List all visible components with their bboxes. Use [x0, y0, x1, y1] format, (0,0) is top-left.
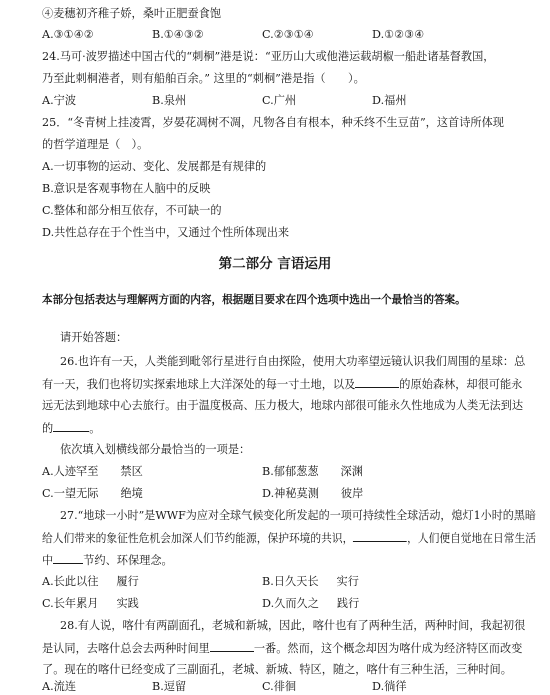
q26-option-d-word: 彼岸 [340, 487, 364, 500]
q27-option-d-letter: D.久而久之 [262, 597, 319, 610]
q27-line2-part-a: 给人们带来的象征性危机会加深人们节约能源，保护环境的共识， [42, 532, 354, 545]
q24-option-c: C.广州 [262, 94, 297, 107]
q26-option-c-letter: C.一望无际 [42, 487, 99, 500]
q25-stem-line-1: 25．“冬青树上挂凌霄，岁晏花凋树不凋，凡物各自有根本，种禾终不生豆苗”，这首诗所体现 [42, 116, 504, 129]
q26-stem-line-2 [42, 376, 522, 393]
q28-line2-part-b: 一番。然而，这个概念却因为喀什成为经济特区而改变 [253, 642, 523, 655]
q26-option-c [42, 486, 143, 502]
q26-line4-part-b: 。 [89, 422, 101, 435]
q26-stem-line-3: 远无法到地球中心去旅行。由于温度极高、压力极大，地球内部很可能永久性地成为人类无法到达 [42, 399, 524, 412]
section-title: 第二部分 言语运用 [218, 256, 332, 272]
q27-blank-1 [353, 530, 407, 542]
q27-option-c [42, 596, 139, 612]
q23-option-b: B.①④③② [152, 28, 204, 41]
q27-line3-part-a: 中 [42, 554, 54, 567]
q26-option-d-letter: D.神秘莫测 [262, 487, 319, 500]
q26-option-b [262, 464, 363, 480]
q26-line4-part-a: 的 [42, 422, 54, 435]
q27-option-a [42, 574, 139, 590]
start-prompt: 请开始答题： [60, 331, 128, 344]
q28-stem-line-3: 了。现在的喀什已经变成了三副面孔，老城、新城、特区，随之，喀什有三种生活，三种时间。 [42, 663, 512, 676]
q24-stem-line-1: 24.马可·波罗描述中国古代的“刺桐”港是说：“亚历山大或他港运载胡椒一船赴诸基督教国， [42, 50, 495, 63]
q26-stem-line-1: 26.也许有一天，人类能到毗邻行星进行自由探险，使用大功率望远镜认识我们周围的星球：总 [60, 355, 526, 368]
q23-option-a: A.③①④② [42, 28, 94, 41]
q23-option-d: D.①②③④ [372, 28, 425, 41]
q27-option-d [262, 596, 359, 612]
q27-line2-part-b: ，人们便自觉地在日常生活 [407, 532, 536, 545]
q25-stem-line-2: 的哲学道理是（ ）。 [42, 138, 149, 151]
q27-blank-2 [53, 552, 83, 564]
section-instruction: 本部分包括表达与理解两方面的内容，根据题目要求在四个选项中选出一个最恰当的答案。 [42, 294, 466, 306]
q27-option-c-letter: C.长年累月 [42, 597, 99, 610]
q25-option-c: C.整体和部分相互依存，不可缺一的 [42, 204, 222, 217]
q28-option-a: A.流连 [42, 680, 77, 693]
q26-option-a-word: 禁区 [120, 465, 143, 478]
q28-stem-line-1: 28.有人说，喀什有两副面孔，老城和新城，因此，喀什也有了两种生活，两种时间，我起初很 [60, 619, 526, 632]
q23-item-4: ④麦穗初齐稚子娇，桑叶正肥蚕食饱 [42, 7, 222, 20]
q26-line2-part-b: 的原始森林，却很可能永 [399, 378, 523, 391]
q26-option-b-letter: B.郁郁葱葱 [262, 465, 319, 478]
q28-option-b: B.逗留 [152, 680, 187, 693]
q28-blank-1 [210, 640, 254, 652]
q28-option-d: D.徜徉 [372, 680, 407, 693]
q26-prompt: 依次填入划横线部分最恰当的一项是： [60, 443, 251, 456]
q24-option-a: A.宁波 [42, 94, 77, 107]
q27-option-d-word: 践行 [336, 597, 360, 610]
q25-option-b: B.意识是客观事物在人脑中的反映 [42, 182, 211, 195]
q27-option-a-word: 履行 [116, 575, 139, 588]
q25-option-d: D.共性总存在于个性当中，又通过个性所体现出来 [42, 226, 290, 239]
q26-option-a [42, 464, 143, 480]
q27-stem-line-1: 27.“地球一小时”是WWF为应对全球气候变化所发起的一项可持续性全球活动，熄灯1小时的黑暗 [60, 509, 537, 522]
q25-option-a: A.一切事物的运动、变化、发展都是有规律的 [42, 160, 267, 173]
q26-stem-line-4 [42, 420, 100, 437]
q24-stem-line-2: 乃至此刺桐港者，则有船舶百余。” 这里的“刺桐”港是指（ ）。 [42, 72, 365, 85]
q26-blank-1 [355, 376, 399, 388]
q27-option-b [262, 574, 359, 590]
q26-option-d [262, 486, 363, 502]
q24-option-b: B.泉州 [152, 94, 187, 107]
q27-option-b-letter: B.日久天长 [262, 575, 319, 588]
q27-option-a-letter: A.长此以往 [42, 575, 99, 588]
q28-line2-part-a: 是认同，去喀什总会去两种时间里 [42, 642, 210, 655]
q27-option-b-word: 实行 [336, 575, 359, 588]
q23-option-c: C.②③①④ [262, 28, 314, 41]
q26-line2-part-a: 有一天，我们也将切实探索地球上大洋深处的每一寸土地，以及 [42, 378, 356, 391]
q28-option-c: C.徘徊 [262, 680, 297, 693]
q26-option-b-word: 深渊 [340, 465, 363, 478]
q27-option-c-word: 实践 [116, 597, 139, 610]
q27-line3-part-b: 节约、环保理念。 [83, 554, 173, 567]
q26-option-a-letter: A.人迹罕至 [42, 465, 99, 478]
q26-option-c-word: 绝境 [120, 487, 143, 500]
q24-option-d: D.福州 [372, 94, 407, 107]
q27-stem-line-2 [42, 530, 536, 547]
q28-stem-line-2 [42, 640, 522, 657]
q26-blank-2 [53, 420, 89, 432]
q27-stem-line-3 [42, 552, 173, 569]
